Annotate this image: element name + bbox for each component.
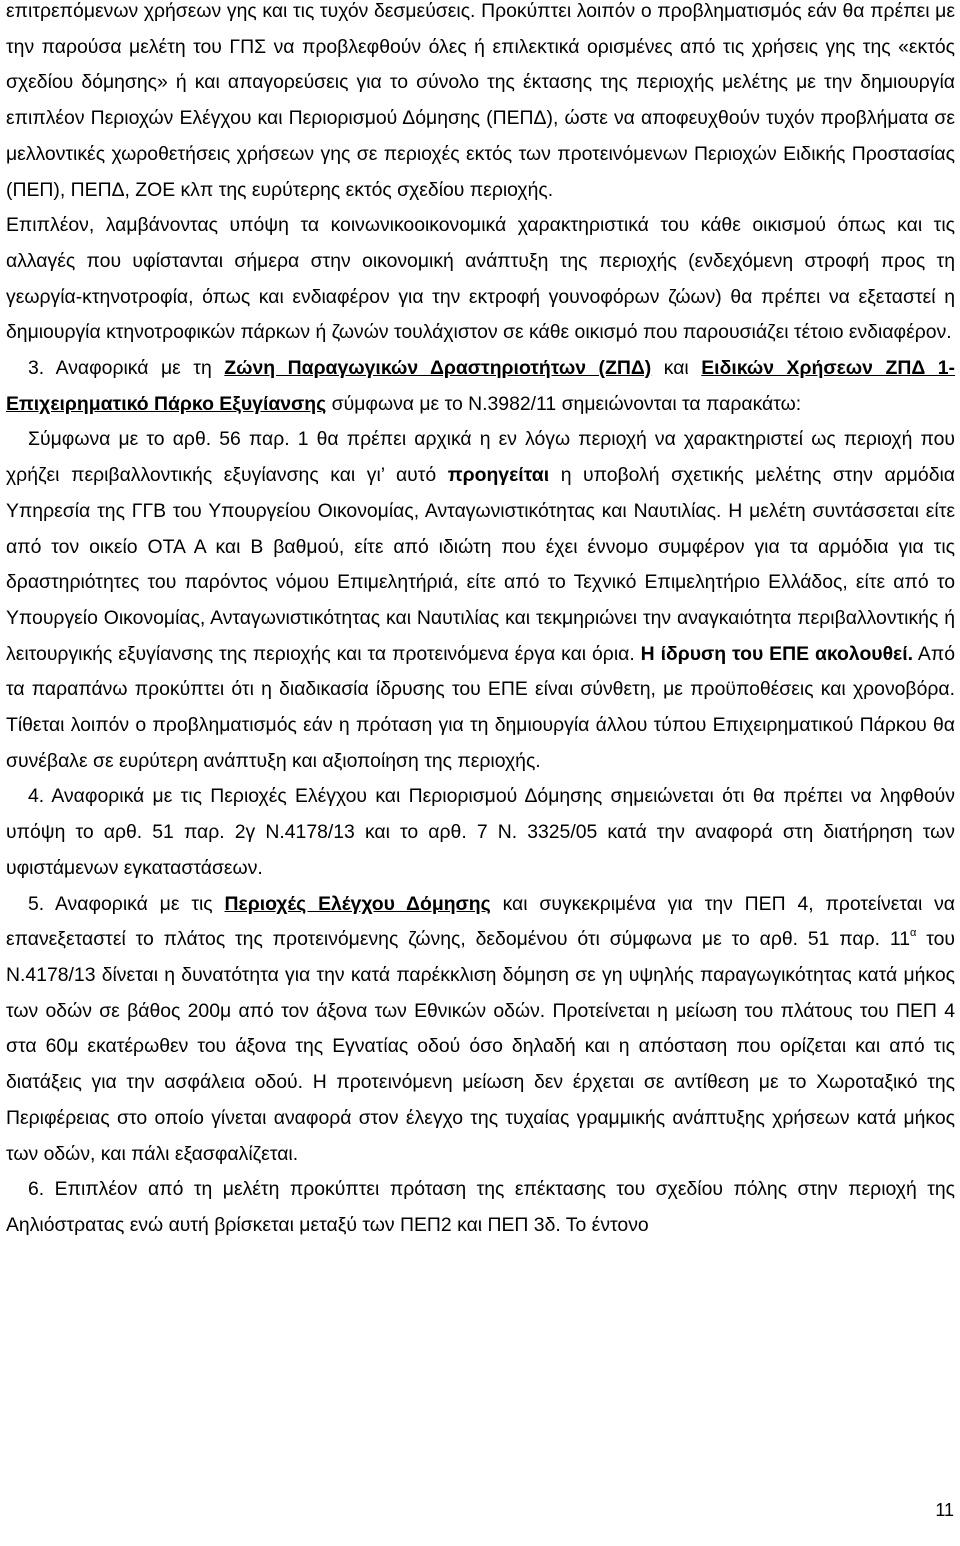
item-3-zone-title: Ζώνη Παραγωγικών Δραστηριοτήτων (ΖΠΔ) [224,357,652,380]
item-3-law: σύμφωνα με το Ν.3982/11 σημειώνονται τα παρακάτω: [331,392,802,415]
article-56-founding: Η ίδρυση του ΕΠΕ ακολουθεί. [640,642,914,665]
item-3-and: και [663,357,689,380]
item-5-superscript: α [910,926,917,939]
item-4-text: Αναφορικά με τις Περιοχές Ελέγχου και Περιορισμού Δόμησης σημειώνεται ότι θα πρέπει να ληφθούν υπόψη το αρθ. 51 παρ. 2γ Ν.4178/13 και το αρθ. 7 Ν. 3325/05 κατά την αναφορά στη διατήρηση των υφιστάμενων εγκαταστάσεων. [6,785,955,879]
item-5-text-d: του Ν.4178/13 δίνεται η δυνατότητα για την κατά παρέκκλιση δόμηση σε γη υψηλής παραγωγικότητας κατά μήκος των οδών σε βάθος 200μ από τον άξονα των Εθνικών οδών. Προτείνεται η μείωση του πλάτους του ΠΕΠ 4 στα 60μ εκατέρωθεν του άξονα της Εγνατίας οδού όσο δηλαδή και η απόσταση που ορίζεται και από τις διατάξεις για την ασφάλεια οδού. Η προτεινόμενη μείωση δεν έρχεται σε αντίθεση με το Χωροταξικό της Περιφέρειας στο οποίο γίνεται αναφορά στον έλεγχο της τυχαίας γραμμικής ανάπτυξης χρήσεων κατά μήκος των οδών, και πάλι εξασφαλίζεται. [6,928,955,1165]
paragraph-article-56 [6,422,955,779]
item-6-number: 6. [28,1178,45,1201]
item-3-zpd [6,351,955,422]
item-5-text-c: και συγκεκριμένα για την ΠΕΠ 4, προτείνεται να επανεξεταστεί το πλάτος της προτεινόμενης ζώνης, δεδομένου ότι σύμφωνα με το αρθ. 51 παρ. 11 [6,892,956,951]
item-3-intro: Αναφορικά με τη [55,357,212,380]
item-5-title: Περιοχές Ελέγχου Δόμησης [224,892,491,915]
item-6-text: Επιπλέον από τη μελέτη προκύπτει πρόταση της επέκτασης του σχεδίου πόλης στην περιοχή της Αηλιόστρατας ενώ αυτή βρίσκεται μεταξύ των ΠΕΠ2 και ΠΕΠ 3δ. Το έντονο [6,1178,956,1236]
article-56-text-a: Σύμφωνα με το αρθ. 56 παρ. 1 θα πρέπει αρχικά η εν λόγω περιοχή να χαρακτηριστεί ως περιοχή που χρήζει περιβαλλοντικής εξυγίανσης και γι’ αυτό [6,428,955,487]
document-page [6,0,955,1244]
page-number: 11 [935,1500,954,1520]
item-5-number: 5. [28,892,45,915]
item-6-expansion [6,1172,955,1243]
item-3-special-uses: Ειδικών Χρήσεων ΖΠΔ 1-Επιχειρηματικό Πάρκο Εξυγίανσης [6,357,956,415]
item-4-control-areas [6,779,955,886]
article-56-text-d: Από τα παραπάνω προκύπτει ότι η διαδικασία ίδρυσης του ΕΠΕ είναι σύνθετη, με προϋποθέσεις και χρονοβόρα. Τίθεται λοιπόν ο προβληματισμός εάν η πρόταση για τη δημιουργία άλλου τύπου Επιχειρηματικού Πάρκου θα συνέβαλε σε ευρύτερη ανάπτυξη και αξιοποίηση της περιοχής. [6,642,955,772]
item-4-number: 4. [28,785,45,808]
paragraph-land-use-text: επιτρεπόμενων χρήσεων γης και τις τυχόν δεσμεύσεις. Προκύπτει λοιπόν ο προβληματισμός εάν θα πρέπει με την παρούσα μελέτη του ΓΠΣ να προβλεφθούν όλες ή επιλεκτικά ορισμένες από τις χρήσεις γης της «εκτός σχεδίου δόμησης» ή και απαγορεύσεις για το σύνολο της έκτασης της περιοχής μελέτης με την δημιουργία επιπλέον Περιοχών Ελέγχου και Περιορισμού Δόμησης (ΠΕΠΔ), ώστε να αποφευχθούν τυχόν προβλήματα σε μελλοντικές χωροθετήσεις χρήσεων γης σε περιοχές εκτός των προτεινόμενων Περιοχών Ειδικής Προστασίας (ΠΕΠ), ΠΕΠΔ, ΖΟΕ κλπ της ευρύτερης εκτός σχεδίου περιοχής. [6,0,955,201]
paragraph-land-use [6,0,955,208]
paragraph-socioeconomic [6,208,955,351]
paragraph-socioeconomic-text: Επιπλέον, λαμβάνοντας υπόψη τα κοινωνικοοικονομικά χαρακτηριστικά του κάθε οικισμού όπως και τις αλλαγές που υφίστανται σήμερα στην οικονομική ανάπτυξη της περιοχής (ενδεχόμενη στροφή προς τη γεωργία-κτηνοτροφία, όπως και ενδιαφέρον για την εκτροφή γουνοφόρων ζώων) θα πρέπει να εξεταστεί η δημιουργία κτηνοτροφικών πάρκων ή ζωνών τουλάχιστον σε κάθε οικισμό που παρουσιάζει τέτοιο ενδιαφέρον. [6,214,955,344]
article-56-text-c: η υποβολή σχετικής μελέτης στην αρμόδια Υπηρεσία της ΓΓΒ του Υπουργείου Οικονομίας, Ανταγωνιστικότητας και Ναυτιλίας. Η μελέτη συντάσσεται είτε από τον οικείο ΟΤΑ Α και Β βαθμού, είτε από ιδιώτη που έχει έννομο συμφέρον για τα αρμόδια για τις δραστηριότητες του παρόντος νόμου Επιμελητήριά, είτε από το Τεχνικό Επιμελητήριο Ελλάδος, είτε από το Υπουργείο Οικονομίας, Ανταγωνιστικότητας και Ναυτιλίας και τεκμηριώνει την αναγκαιότητα περιβαλλοντικής ή λειτουργικής εξυγίανσης της περιοχής και τα προτεινόμενα έργα και όρια. [6,464,956,665]
item-5-building-control [6,887,955,1173]
item-5-intro: Αναφορικά με τις [54,892,213,915]
article-56-precedes: προηγείται [447,464,550,487]
item-3-number: 3. [28,357,45,380]
